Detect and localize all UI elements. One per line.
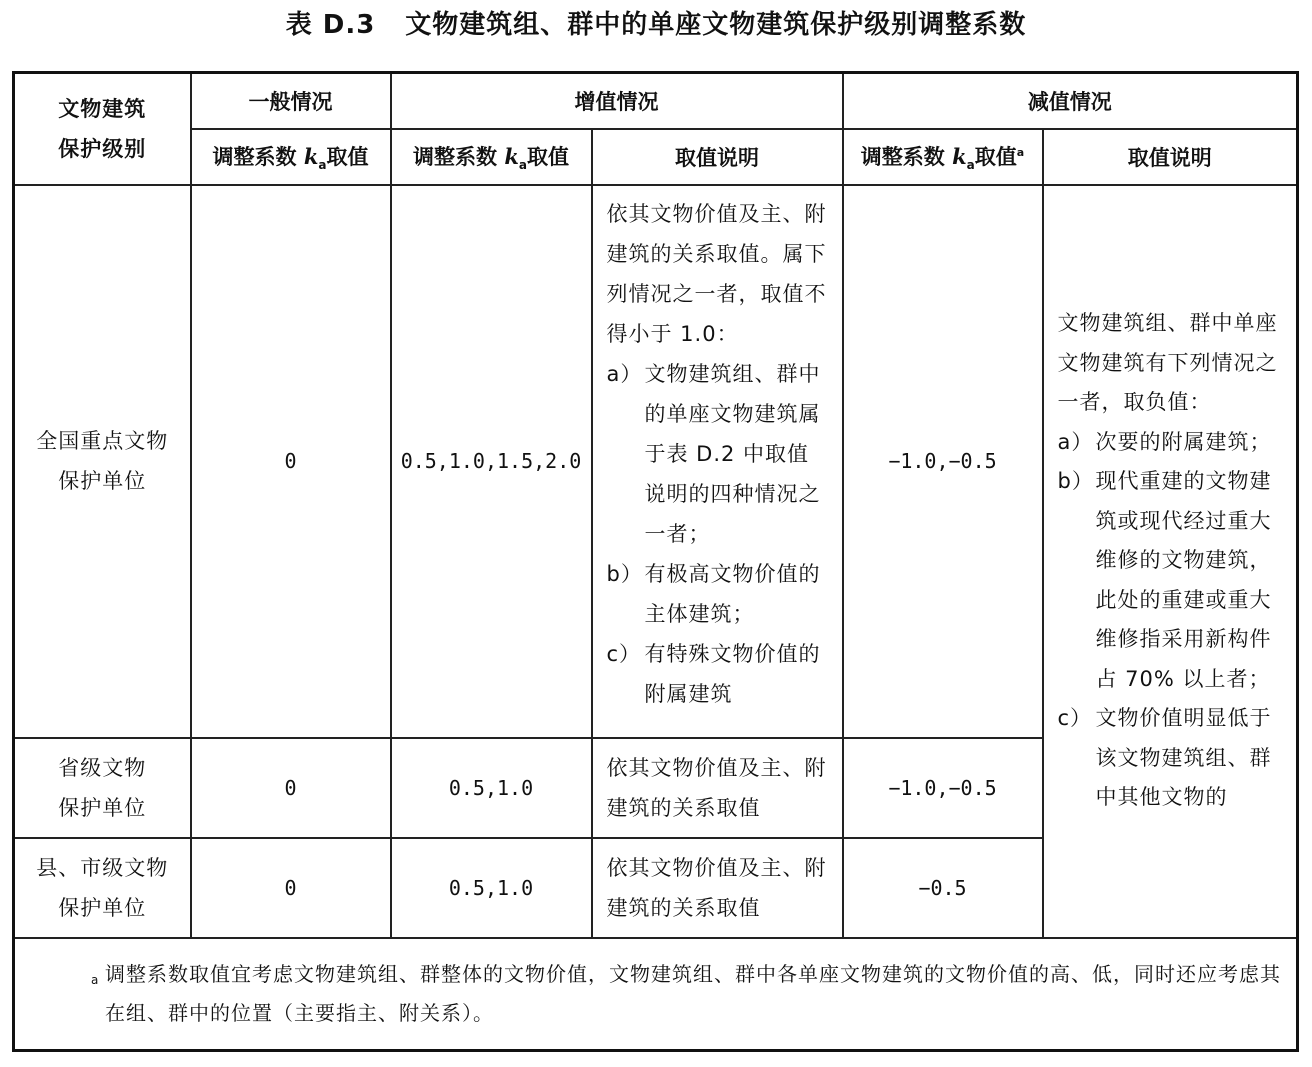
decrease-values: −1.0,−0.5 <box>843 185 1043 738</box>
table-title <box>0 4 1312 41</box>
level-national: 全国重点文物 保护单位 <box>14 185 191 738</box>
header-decrease-coef: 调整系数 $k_a$取值$^a$ <box>843 129 1043 185</box>
list-item: a） 文物建筑组、群中的单座文物建筑属于表 D.2 中取值说明的四种情况之一者； <box>606 361 821 546</box>
list-item: b） 有极高文物价值的主体建筑； <box>606 561 821 626</box>
adjustment-coefficient-table <box>12 71 1299 1052</box>
list-item: a） 次要的附属建筑； <box>1057 429 1272 454</box>
decrease-explain: 文物建筑组、群中单座文物建筑有下列情况之一者，取负值： a） 次要的附属建筑； b） 现代重建的文物建筑或现代经过重大维修的文物建筑，此处的重建或重大维修指采用新构件占 70% 以上者； c） 文物价值明显低于该文物建筑组、群中其他文物的 <box>1043 185 1298 938</box>
table-number: 表 D.3 <box>285 10 376 40</box>
list-item: c） 有特殊文物价值的附属建筑 <box>606 641 821 706</box>
header-increase-coef: 调整系数 $k_a$取值 <box>391 129 592 185</box>
list-item: c） 文物价值明显低于该文物建筑组、群中其他文物的 <box>1057 706 1272 810</box>
increase-explain-national: 依其文物价值及主、附建筑的关系取值。属下列情况之一者，取值不得小于 1.0： a） 文物建筑组、群中的单座文物建筑属于表 D.2 中取值说明的四种情况之一者； b） 有极高文物价值的主体建筑； c） 有特殊文物价值的附属建筑 <box>592 185 843 738</box>
level-provincial: 省级文物 保护单位 <box>14 738 191 838</box>
header-increase-explain: 取值说明 <box>592 129 843 185</box>
increase-explain: 依其文物价值及主、附建筑的关系取值 <box>592 838 843 938</box>
header-general-coef: 调整系数 $k_a$取值 <box>191 129 391 185</box>
general-value: 0 <box>191 738 391 838</box>
table-footnote <box>14 938 1298 1051</box>
general-value: 0 <box>191 185 391 738</box>
table-row <box>14 185 1298 738</box>
increase-values: 0.5,1.0 <box>391 838 592 938</box>
increase-explain: 依其文物价值及主、附建筑的关系取值 <box>592 738 843 838</box>
header-decrease-explain: 取值说明 <box>1043 129 1298 185</box>
header-increase-case: 增值情况 <box>391 73 843 129</box>
header-protection-level: 文物建筑 保护级别 <box>14 73 191 185</box>
list-item: b） 现代重建的文物建筑或现代经过重大维修的文物建筑，此处的重建或重大维修指采用新构件占 70% 以上者； <box>1057 469 1272 691</box>
footnote-text: 调整系数取值宜考虑文物建筑组、群整体的文物价值，文物建筑组、群中各单座文物建筑的文物价值的高、低，同时还应考虑其在组、群中的位置（主要指主、附关系）。 <box>105 961 1281 1025</box>
decrease-values: −0.5 <box>843 838 1043 938</box>
increase-values: 0.5,1.0 <box>391 738 592 838</box>
footnote-mark: a <box>91 972 100 987</box>
decrease-values: −1.0,−0.5 <box>843 738 1043 838</box>
header-general-case: 一般情况 <box>191 73 391 129</box>
general-value: 0 <box>191 838 391 938</box>
header-decrease-case: 减值情况 <box>843 73 1298 129</box>
increase-values: 0.5,1.0,1.5,2.0 <box>391 185 592 738</box>
table-caption: 文物建筑组、群中的单座文物建筑保护级别调整系数 <box>405 10 1027 40</box>
level-county-city: 县、市级文物 保护单位 <box>14 838 191 938</box>
